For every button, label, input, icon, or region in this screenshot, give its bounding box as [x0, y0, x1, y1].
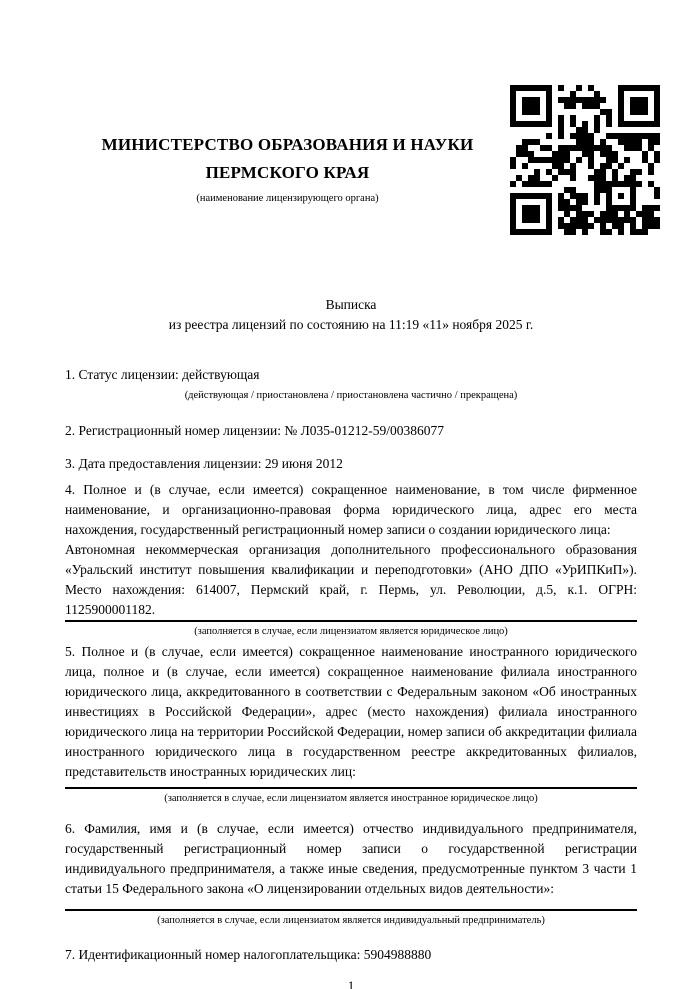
- license-grant-date: 3. Дата предоставления лицензии: 29 июня 2012: [65, 456, 343, 471]
- license-status: 1. Статус лицензии: действующая: [65, 367, 260, 382]
- individual-entrepreneur-label: 6. Фамилия, имя и (в случае, если имеется) отчество индивидуального предпринимателя, государственный регистрационный номер записи о государственной регистрации индивидуального предпринимателя, а также иные сведения, предусмотренные пунктом 3 части 1 статьи 15 Федерального закона «О лицензировании отдельных видов деятельности»:: [65, 821, 637, 896]
- license-registration-number: 2. Регистрационный номер лицензии: № Л035-01212-59/00386077: [65, 423, 445, 438]
- fill-line-legal-entity: [65, 620, 637, 622]
- ministry-name: [65, 131, 510, 187]
- legal-entity-value: Автономная некоммерческая организация дополнительного профессионального образования «Уральский институт повышения квалификации и переподготовки» (АНО ДПО «УрИПКиП»). Место нахождения: 614007, Пермский край, г. Пермь, ул. Революции, д.5, к.1. ОГРН: 1125900001182.: [65, 542, 637, 617]
- legal-entity-section: [65, 480, 637, 620]
- taxpayer-id: 7. Идентификационный номер налогоплательщика: 5904988880: [65, 947, 432, 962]
- document-title-line2: из реестра лицензий по состоянию на 11:19 «11» ноября 2025 г.: [168, 317, 534, 332]
- page-number: 1: [347, 978, 355, 989]
- individual-entrepreneur-caption: (заполняется в случае, если лицензиатом является индивидуальный предприниматель): [157, 915, 545, 926]
- document-title-line1: Выписка: [325, 297, 377, 312]
- qr-code-icon: [510, 85, 660, 235]
- ministry-caption: (наименование лицензирующего органа): [196, 193, 379, 204]
- foreign-entity-caption: (заполняется в случае, если лицензиатом является иностранное юридическое лицо): [164, 793, 538, 804]
- ministry-name-line1: МИНИСТЕРСТВО ОБРАЗОВАНИЯ И НАУКИ: [101, 135, 474, 154]
- legal-entity-caption: (заполняется в случае, если лицензиатом является юридическое лицо): [194, 626, 508, 637]
- license-status-caption: (действующая / приостановлена / приостановлена частично / прекращена): [184, 390, 518, 401]
- legal-entity-label: 4. Полное и (в случае, если имеется) сокращенное наименование, в том числе фирменное наименование, и организационно-правовая форма юридического лица, адрес его места нахождения, государственный регистрационный номер записи о создании юридического лица:: [65, 482, 637, 537]
- fill-line-foreign-entity: [65, 787, 637, 789]
- ministry-name-line2: ПЕРМСКОГО КРАЯ: [205, 163, 370, 182]
- document-title: [65, 295, 637, 335]
- foreign-entity-label: 5. Полное и (в случае, если имеется) сокращенное наименование иностранного юридического лица, полное и (в случае, если имеется) сокращенное наименование филиала иностранного юридического лица, аккредитованного в соответствии с Федеральным законом «Об иностранных инвестициях в Российской Федерации», адрес (место нахождения) филиала иностранного юридического лица на территории Российской Федерации, номер записи об аккредитации филиала иностранного юридического лица в государственном реестре аккредитованных филиалов, представительств иностранных юридических лиц:: [65, 644, 637, 779]
- fill-line-individual-entrepreneur: [65, 909, 637, 911]
